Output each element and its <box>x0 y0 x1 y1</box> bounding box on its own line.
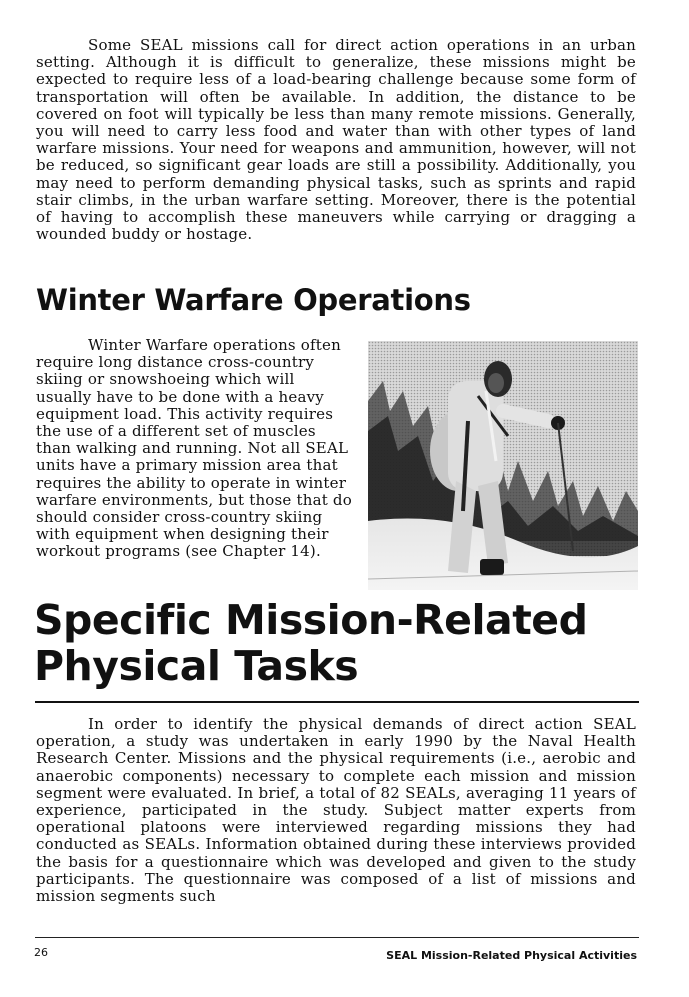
page-number: 26 <box>34 946 48 959</box>
intro-paragraph: Some SEAL missions call for direct action operations in an urban setting. Although it is difficult to generalize, these missions might be expected to require less of a load-bearing challenge because some form of transportation will often be available. In addition, the distance to be covered on foot will typically be less than many remote missions. Generally, you will need to carry less food and water than with other types of land warfare missions. Your need for weapons and ammunition, however, will not be reduced, so significant gear loads are still a possibility. Additionally, you may need to perform demanding physical tasks, such as sprints and rapid stair climbs, in the urban warfare setting. Moreover, there is the potential of having to accomplish these maneuvers while carrying or dragging a wounded buddy or hostage. <box>36 36 636 244</box>
section-divider <box>35 701 639 703</box>
winter-warfare-heading: Winter Warfare Operations <box>36 283 471 317</box>
specific-tasks-heading-line2: Physical Tasks <box>34 642 359 690</box>
skier-photo <box>368 341 638 590</box>
footer-divider <box>35 937 639 938</box>
specific-tasks-heading <box>34 597 587 689</box>
running-footer-title: SEAL Mission-Related Physical Activities <box>386 949 637 962</box>
specific-tasks-heading-line1: Specific Mission-Related <box>34 596 588 644</box>
study-paragraph: In order to identify the physical demands of direct action SEAL operation, a study was undertaken in early 1990 by the Naval Health Research Center. Missions and the physical requirements (i.e., aerobic and anaerobic components) necessary to complete each mission and mission segment were evaluated. In brief, a total of 82 SEALs, averaging 11 years of experience, participated in the study. Subject matter experts from operational platoons were interviewed regarding missions they had conducted as SEALs. Information obtained during these interviews provided the basis for a questionnaire which was developed and given to the study participants. The questionnaire was composed of a list of missions and mission segments such <box>36 715 636 906</box>
winter-warfare-paragraph: Winter Warfare operations often require long distance cross-country skiing or snowshoeing which will usually have to be done with a heavy equipment load. This activity requires the use of a different set of muscles than walking and running. Not all SEAL units have a primary mission area that requires the ability to operate in winter warfare environments, but those that do should consider cross-country skiing with equipment when designing their workout programs (see Chapter 14). <box>36 336 352 561</box>
